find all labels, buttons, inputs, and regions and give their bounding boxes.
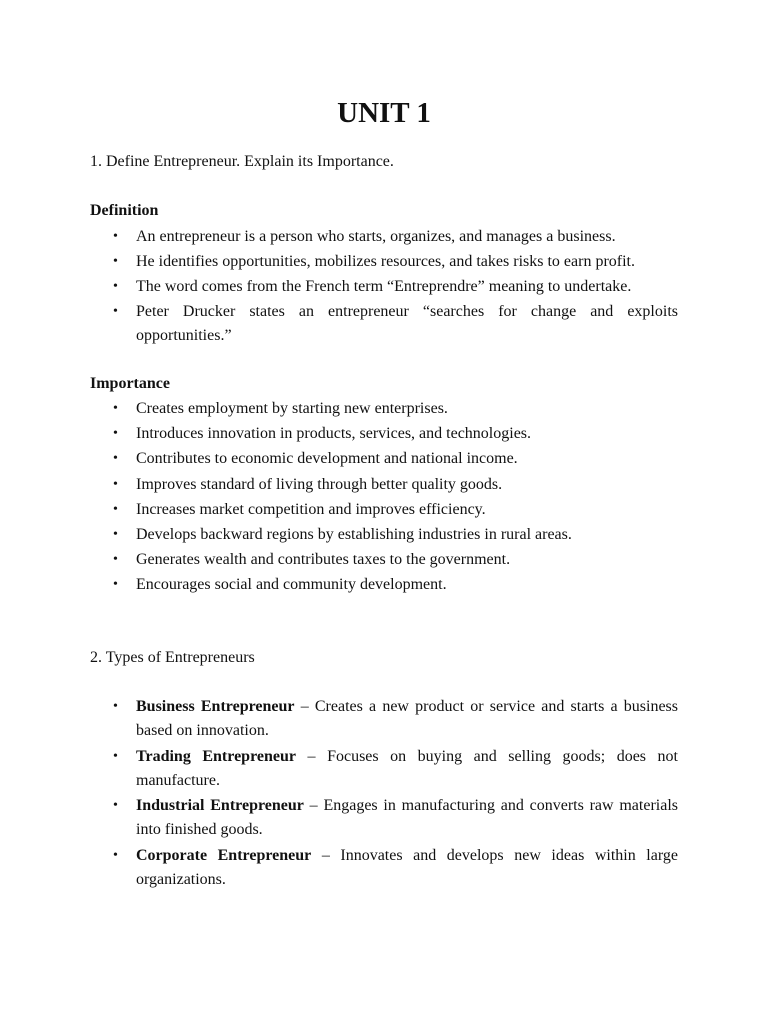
bullet-icon: • [113,552,118,568]
list-item [90,794,678,842]
list-item [90,745,678,793]
list-item: • Generates wealth and contributes taxes to the government. [90,548,678,572]
definition-list [90,225,678,349]
bullet-icon: • [113,229,118,244]
list-item: • Contributes to economic development and national income. [90,447,678,471]
bullet-icon: • [113,699,118,714]
list-item [90,695,678,743]
bullet-icon: • [113,577,118,593]
list-item: • Develops backward regions by establishing industries in rural areas. [90,523,678,547]
list-item: • The word comes from the French term “Entreprendre” meaning to undertake. [90,275,678,299]
bullet-icon: • [113,798,118,813]
list-item: • Introduces innovation in products, services, and technologies. [90,422,678,446]
page-title: UNIT 1 [337,97,431,129]
bullet-icon: • [113,526,118,542]
types-list [90,695,678,893]
type-description: – Innovates and develops new ideas within large organizations. [136,846,678,888]
type-description: – Creates a new product or service and starts a business based on innovation. [136,698,678,739]
importance-heading: Importance [90,375,170,392]
bullet-icon: • [113,279,118,294]
question-2: 2. Types of Entrepreneurs [90,649,255,666]
type-term: Industrial Entrepreneur [136,797,304,814]
bullet-icon: • [113,748,118,764]
list-item: • Peter Drucker states an entrepreneur “searches for change and exploits opportunities.” [90,300,678,348]
question-1: 1. Define Entrepreneur. Explain its Importance. [90,153,394,170]
list-item: • Increases market competition and improves efficiency. [90,498,678,522]
list-item: • Creates employment by starting new enterprises. [90,397,678,421]
bullet-icon: • [113,304,118,319]
type-term: Corporate Entrepreneur [136,846,312,864]
list-item: • Encourages social and community development. [90,573,678,597]
list-item [90,844,678,892]
bullet-icon: • [113,501,118,517]
definition-heading: Definition [90,202,159,219]
bullet-icon: • [113,476,118,492]
list-item: • He identifies opportunities, mobilizes resources, and takes risks to earn profit. [90,250,678,274]
type-description: – Focuses on buying and selling goods; does not manufacture. [136,747,679,789]
bullet-icon: • [113,847,118,863]
list-item: • Improves standard of living through better quality goods. [90,473,678,497]
importance-list [90,397,678,599]
bullet-icon: • [113,401,118,416]
bullet-icon: • [113,426,118,442]
list-item: • An entrepreneur is a person who starts, organizes, and manages a business. [90,225,678,249]
type-term: Business Entrepreneur [136,698,295,715]
bullet-icon: • [113,451,118,467]
bullet-icon: • [113,254,118,269]
type-term: Trading Entrepreneur [136,747,296,765]
type-description: – Engages in manufacturing and converts raw materials into finished goods. [136,797,678,838]
